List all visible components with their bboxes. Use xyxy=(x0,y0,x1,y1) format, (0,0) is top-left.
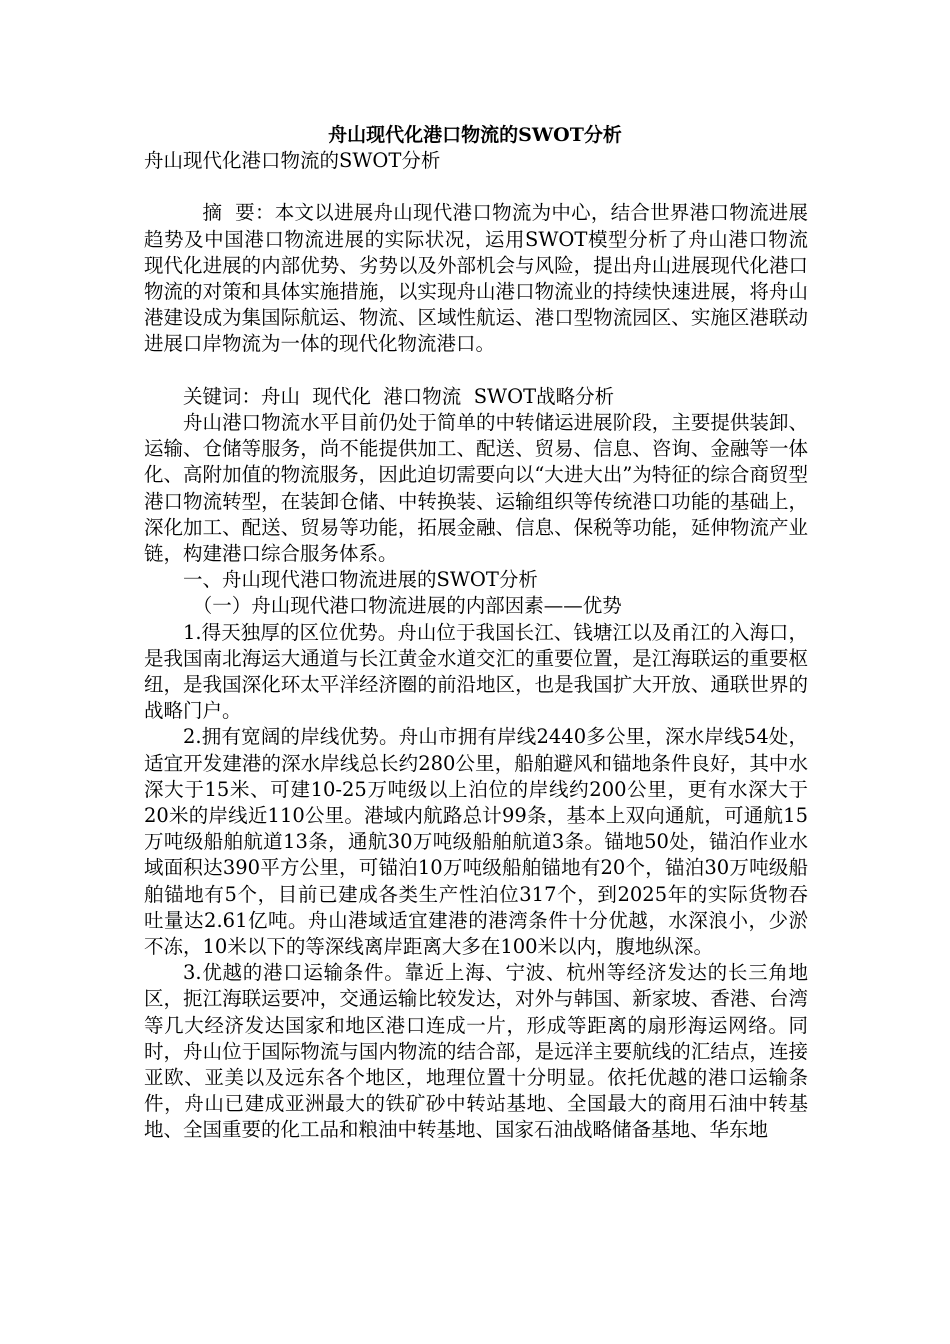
abstract-paragraph: 摘 要：本文以进展舟山现代港口物流为中心，结合世界港口物流进展趋势及中国港口物流进展的实际状况，运用SWOT模型分析了舟山港口物流现代化进展的内部优势、劣势以及外部机会与风险，提出舟山进展现代化港口物流的对策和具体实施措施，以实现舟山港口物流业的持续快速进展，将舟山港建设成为集国际航运、物流、区域性航运、港口型物流园区、实施区港联动进展口岸物流为一体的现代化物流港口。 xyxy=(144,201,808,356)
subsection-heading: （一）舟山现代港口物流进展的内部因素——优势 xyxy=(192,594,622,618)
keywords-line: 关键词：舟山 现代化 港口物流 SWOT战略分析 xyxy=(183,384,615,408)
point-paragraph-3: 3.优越的港口运输条件。靠近上海、宁波、杭州等经济发达的长三角地区，扼江海联运要冲，交通运输比较发达，对外与韩国、新家坡、香港、台湾等几大经济发达国家和地区港口连成一片，形成等距离的扇形海运网络。同时，舟山位于国际物流与国内物流的结合部，是远洋主要航线的汇结点，连接亚欧、亚美以及远东各个地区，地理位置十分明显。依托优越的港口运输条件，舟山已建成亚洲最大的铁矿砂中转站基地、全国最大的商用石油中转基地、全国重要的化工品和粮油中转基地、国家石油战略储备基地、华东地 xyxy=(144,961,808,1142)
document-title: 舟山现代化港口物流的SWOT分析 xyxy=(328,124,622,146)
document-body xyxy=(144,148,808,1144)
intro-paragraph: 舟山港口物流水平目前仍处于简单的中转储运进展阶段，主要提供装卸、运输、仓储等服务，尚不能提供加工、配送、贸易、信息、咨询、金融等一体化、高附加值的物流服务，因此迫切需要向以“大进大出”为特征的综合商贸型港口物流转型，在装卸仓储、中转换装、运输组织等传统港口功能的基础上，深化加工、配送、贸易等功能，拓展金融、信息、保税等功能，延伸物流产业链，构建港口综合服务体系。 xyxy=(144,411,808,566)
section-heading: 一、舟山现代港口物流进展的SWOT分析 xyxy=(183,568,538,592)
document-subtitle: 舟山现代化港口物流的SWOT分析 xyxy=(144,149,441,172)
blank-line xyxy=(144,174,808,200)
blank-line xyxy=(144,358,808,384)
point-paragraph-2: 2.拥有宽阔的岸线优势。舟山市拥有岸线2440多公里，深水岸线54处，适宜开发建港的深水岸线总长约280公里，船舶避风和锚地条件良好，其中水深大于15米、可建10-25万吨级以上泊位的岸线约200公里，更有水深大于20米的岸线近110公里。港域内航路总计99条，基本上双向通航，可通航15万吨级船舶航道13条，通航30万吨级船舶航道3条。锚地50处，锚泊作业水域面积达390平方公里，可锚泊10万吨级船舶锚地有20个，锚泊30万吨级船舶锚地有5个，目前已建成各类生产性泊位317个，到2025年的实际货物吞吐量达2.61亿吨。舟山港域适宜建港的港湾条件十分优越，水深浪小，少淤不冻，10米以下的等深线离岸距离大多在100米以内，腹地纵深。 xyxy=(144,725,808,959)
point-paragraph-1: 1.得天独厚的区位优势。舟山位于我国长江、钱塘江以及甬江的入海口，是我国南北海运大通道与长江黄金水道交汇的重要位置，是江海联运的重要枢纽，是我国深化环太平洋经济圈的前沿地区，也是我国扩大开放、通联世界的战略门户。 xyxy=(144,620,808,723)
